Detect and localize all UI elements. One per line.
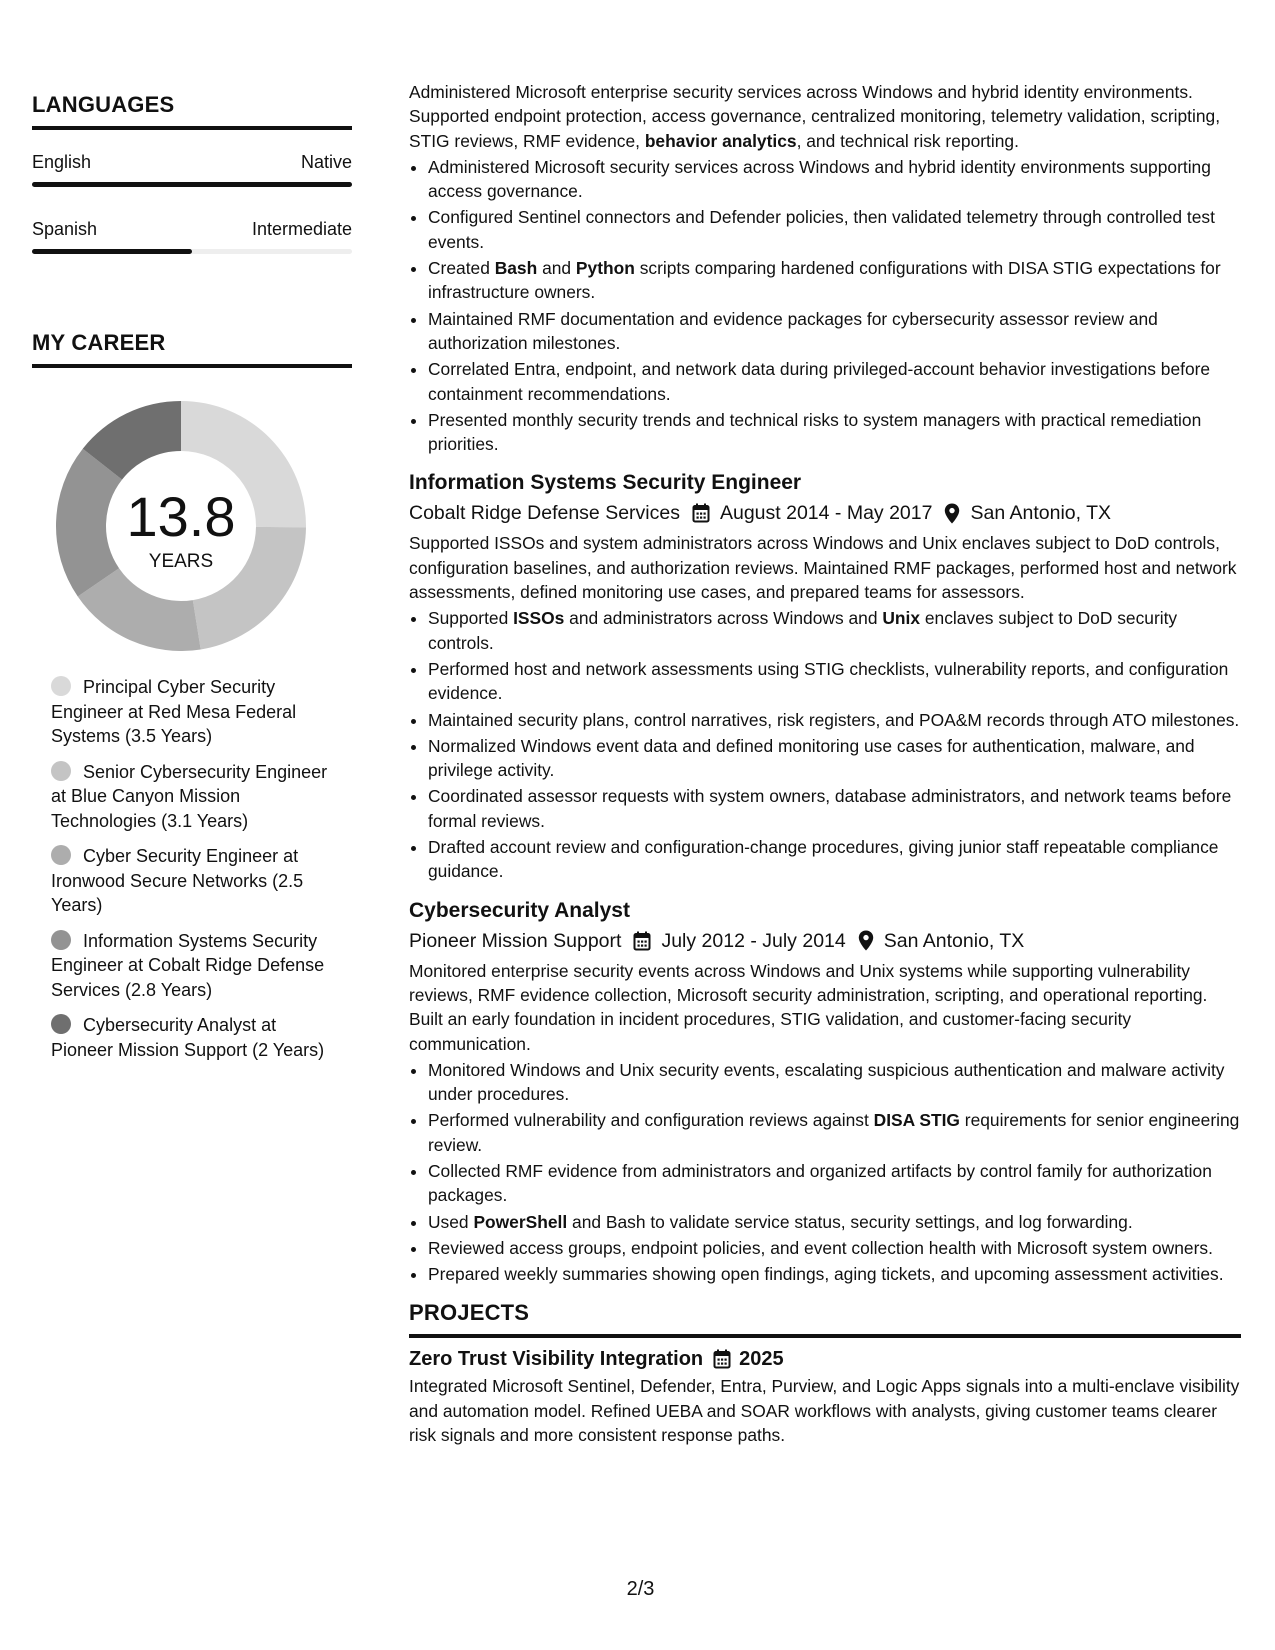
- job-meta: [409, 498, 1241, 528]
- language-item: [32, 219, 352, 254]
- job-summary: Administered Microsoft enterprise security services across Windows and hybrid identity environments. Supported endpoint protection, access governance, centralized monitoring, telemetry validation, scripting, STIG reviews, RMF evidence, behavior analytics, and technical risk reporting.: [409, 82, 1221, 151]
- job-title: Cybersecurity Analyst: [409, 898, 630, 922]
- bullet-item: • Coordinated assessor requests with system owners, database administrators, and network teams before formal reviews.: [428, 784, 1241, 833]
- job-dates: August 2014 - May 2017: [719, 502, 933, 525]
- legend-dot: [51, 1014, 71, 1034]
- career-heading: MY CAREER: [32, 330, 352, 368]
- bullet-item: • Performed host and network assessments using STIG checklists, vulnerability reports, and configuration evidence.: [428, 657, 1241, 706]
- job-company: Cobalt Ridge Defense Services: [409, 502, 680, 525]
- calendar-icon: [713, 1349, 731, 1369]
- projects-heading: PROJECTS: [409, 1300, 1241, 1338]
- bullet-item: • Correlated Entra, endpoint, and network data during privileged-account behavior investigations before containment recommendations.: [428, 357, 1241, 406]
- career-total-unit: YEARS: [148, 551, 214, 572]
- bullet-item: • Administered Microsoft security services across Windows and hybrid identity environments supporting access governance.: [428, 155, 1241, 204]
- job-entry: [409, 896, 1241, 1287]
- bullet-item: • Presented monthly security trends and technical risks to system managers with practical remediation priorities.: [428, 408, 1241, 457]
- left-column: [32, 92, 352, 1073]
- legend-dot: [51, 676, 71, 696]
- location-pin-icon: [944, 503, 960, 524]
- language-level: Intermediate: [251, 219, 352, 239]
- job-location: San Antonio, TX: [970, 502, 1112, 525]
- language-name: English: [32, 152, 92, 172]
- page-number-text: 2/3: [626, 1578, 655, 1600]
- legend-item: [51, 844, 331, 918]
- job-entry: [409, 468, 1241, 883]
- legend-label: Cybersecurity Analyst at Pioneer Mission Support (2 Years): [51, 1015, 325, 1060]
- language-item: [32, 152, 352, 187]
- job-location: San Antonio, TX: [883, 929, 1025, 952]
- career-donut-chart: [56, 401, 306, 651]
- legend-item: [51, 929, 331, 1003]
- bullet-item: • Maintained RMF documentation and evidence packages for cybersecurity assessor review and authorization milestones.: [428, 307, 1241, 356]
- legend-label: Senior Cybersecurity Engineer at Blue Canyon Mission Technologies (3.1 Years): [51, 761, 328, 831]
- project-name: Zero Trust Visibility Integration: [409, 1348, 704, 1371]
- job-summary: Monitored enterprise security events across Windows and Unix systems while supporting vulnerability reviews, RMF evidence collection, Microsoft security administration, scripting, and operational reporting. Built an early foundation in incident procedures, STIG validation, and customer-facing security communication.: [409, 960, 1208, 1054]
- career-legend: [32, 675, 352, 1062]
- bullet-item: • Used PowerShell and Bash to validate service status, security settings, and log forwarding.: [428, 1210, 1241, 1234]
- legend-label: Information Systems Security Engineer at Cobalt Ridge Defense Services (2.8 Years): [51, 930, 325, 1000]
- language-bar: [32, 182, 352, 187]
- language-bar-fill: [32, 182, 352, 187]
- job-meta: [409, 926, 1241, 956]
- language-bar-fill: [32, 249, 192, 254]
- bullet-item: • Monitored Windows and Unix security events, escalating suspicious authentication and malware activity under procedures.: [428, 1058, 1241, 1107]
- career-total-years: 13.8: [126, 485, 236, 548]
- bullet-item: • Drafted account review and configuration-change procedures, giving junior staff repeatable compliance guidance.: [428, 835, 1241, 884]
- language-bar: [32, 249, 352, 254]
- legend-label: Cyber Security Engineer at Ironwood Secure Networks (2.5 Years): [51, 846, 304, 915]
- project-entry: [409, 1344, 1241, 1447]
- bullet-item: • Normalized Windows event data and defined monitoring use cases for authentication, malware, and privilege activity.: [428, 734, 1241, 783]
- language-level: Native: [300, 152, 352, 172]
- calendar-icon: [633, 931, 651, 951]
- right-column: [409, 80, 1241, 1447]
- project-year: 2025: [739, 1348, 784, 1371]
- job-title: Information Systems Security Engineer: [409, 471, 802, 495]
- language-name: Spanish: [32, 219, 98, 239]
- job-entry: [409, 80, 1241, 456]
- bullet-item: • Maintained security plans, control narratives, risk registers, and POA&M records through ATO milestones.: [428, 708, 1241, 732]
- location-pin-icon: [858, 930, 874, 951]
- bullet-item: • Configured Sentinel connectors and Defender policies, then validated telemetry through controlled test events.: [428, 205, 1241, 254]
- bullet-item: • Collected RMF evidence from administrators and organized artifacts by control family for authorization packages.: [428, 1159, 1241, 1208]
- legend-item: [51, 675, 331, 749]
- job-bullets: [409, 1058, 1241, 1287]
- legend-item: [51, 760, 331, 834]
- bullet-item: • Performed vulnerability and configuration reviews against DISA STIG requirements for senior engineering review.: [428, 1108, 1241, 1157]
- page-number: [0, 1578, 1275, 1601]
- bullet-item: • Reviewed access groups, endpoint policies, and event collection health with Microsoft system owners.: [428, 1236, 1241, 1260]
- languages-heading: LANGUAGES: [32, 92, 352, 130]
- bullet-item: • Supported ISSOs and administrators across Windows and Unix enclaves subject to DoD security controls.: [428, 606, 1241, 655]
- legend-dot: [51, 930, 71, 950]
- project-description: Integrated Microsoft Sentinel, Defender, Entra, Purview, and Logic Apps signals into a multi-enclave visibility and automation model. Refined UEBA and SOAR workflows with analysts, giving customer teams clearer risk signals and more consistent response paths.: [409, 1376, 1240, 1446]
- legend-label: Principal Cyber Security Engineer at Red Mesa Federal Systems (3.5 Years): [51, 677, 297, 746]
- legend-dot: [51, 761, 71, 781]
- bullet-item: • Prepared weekly summaries showing open findings, aging tickets, and upcoming assessment activities.: [428, 1262, 1241, 1286]
- job-dates: July 2012 - July 2014: [661, 929, 846, 952]
- job-company: Pioneer Mission Support: [409, 929, 622, 952]
- job-bullets: [409, 606, 1241, 883]
- project-title-row: [409, 1344, 1241, 1374]
- calendar-icon: [692, 503, 710, 523]
- legend-dot: [51, 845, 71, 865]
- job-bullets: [409, 155, 1241, 457]
- bullet-item: • Created Bash and Python scripts comparing hardened configurations with DISA STIG expectations for infrastructure owners.: [428, 256, 1241, 305]
- legend-item: [51, 1013, 331, 1062]
- job-summary: Supported ISSOs and system administrators across Windows and Unix enclaves subject to DoD controls, configuration baselines, and authorization reviews. Maintained RMF packages, performed host and network assessments, defined monitoring use cases, and prepared teams for assessors.: [409, 533, 1237, 603]
